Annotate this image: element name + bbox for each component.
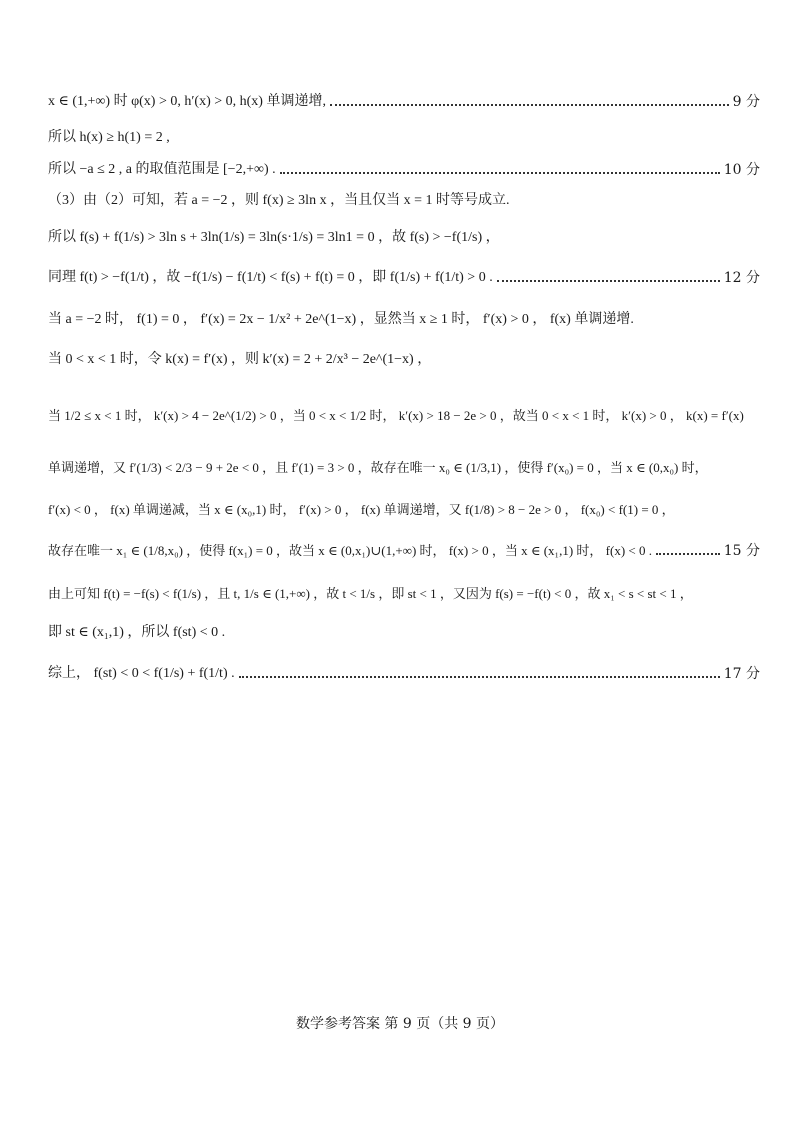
line-text: 当 0 < x < 1 时，令 k(x) = f′(x) ，则 k′(x) = 2 + 2/x³ − 2e^(1−x) ， bbox=[48, 352, 432, 367]
answer-line-5 bbox=[48, 228, 760, 248]
page-footer: 数学参考答案 第 9 页（共 9 页） bbox=[295, 1016, 505, 1032]
line-text: 单调递增，又 f′(1/3) < 2/3 − 9 + 2e < 0 ，且 f′(1) = 3 > 0 ，故存在唯一 x₀ ∈ (1/3,1) ，使得 f′(x₀) = 0 ，当 x ∈ (0,x₀) 时， bbox=[48, 460, 708, 475]
answer-line-12 bbox=[48, 541, 760, 561]
line-text: 当 1/2 ≤ x < 1 时， k′(x) > 4 − 2e^(1/2) > 0 ，当 0 < x < 1/2 时， k′(x) > 18 − 2e > 0 ，故当 0 < x < 1 时， k′(x) > 0 ， k(x) = f′(x) bbox=[48, 408, 744, 423]
line-text: 所以 f(s) + f(1/s) > 3ln s + 3ln(1/s) = 3ln(s·1/s) = 3ln1 = 0 ，故 f(s) > −f(1/s) ， bbox=[48, 230, 500, 245]
answer-line-8 bbox=[48, 350, 760, 370]
score-mark: 9 分 bbox=[732, 94, 760, 110]
score-mark: 15 分 bbox=[723, 543, 760, 559]
line-text: 故存在唯一 x₁ ∈ (1/8,x₀) ，使得 f(x₁) = 0 ，故当 x ∈ (0,x₁)∪(1,+∞) 时， f(x) > 0 ，当 x ∈ (x₁,1) 时， f(x) < 0 . bbox=[48, 543, 652, 558]
answer-line-9 bbox=[48, 406, 760, 426]
line-text: 同理 f(t) > −f(1/t) ，故 −f(1/s) − f(1/t) < f(s) + f(t) = 0 ，即 f(1/s) + f(1/t) > 0 . bbox=[48, 270, 493, 285]
leader-dots bbox=[280, 172, 720, 174]
line-text: 由上可知 f(t) = −f(s) < f(1/s) ，且 t, 1/s ∈ (1,+∞) ，故 t < 1/s ，即 st < 1 ，又因为 f(s) = −f(t) < 0 ，故 x₁ < s < st < 1 ， bbox=[48, 586, 693, 601]
leader-dots bbox=[656, 553, 720, 555]
answer-line-13 bbox=[48, 584, 760, 604]
leader-dots bbox=[497, 280, 720, 282]
line-text: x ∈ (1,+∞) 时 φ(x) > 0, h′(x) > 0, h(x) 单调递增, bbox=[48, 94, 326, 109]
score-mark: 12 分 bbox=[723, 270, 760, 286]
answer-line-6 bbox=[48, 268, 760, 288]
answer-line-3 bbox=[48, 160, 760, 180]
line-text: 所以 h(x) ≥ h(1) = 2 , bbox=[48, 130, 170, 145]
answer-line-4 bbox=[48, 191, 760, 211]
score-mark: 17 分 bbox=[723, 666, 760, 682]
line-text: 即 st ∈ (x₁,1) ，所以 f(st) < 0 . bbox=[48, 625, 226, 640]
answer-line-15 bbox=[48, 664, 760, 684]
leader-dots bbox=[330, 104, 729, 106]
leader-dots bbox=[239, 676, 720, 678]
line-text: f′(x) < 0 ， f(x) 单调递减，当 x ∈ (x₀,1) 时， f′(x) > 0 ， f(x) 单调递增，又 f(1/8) > 8 − 2e > 0 ， f(x₀) < f(1) = 0 ， bbox=[48, 502, 675, 517]
score-mark: 10 分 bbox=[723, 162, 760, 178]
answer-line-2 bbox=[48, 128, 760, 148]
answer-line-1 bbox=[48, 92, 760, 112]
answer-line-7 bbox=[48, 310, 760, 330]
line-text: 所以 −a ≤ 2 , a 的取值范围是 [−2,+∞) . bbox=[48, 162, 276, 177]
line-text: 当 a = −2 时， f(1) = 0 ， f′(x) = 2x − 1/x² + 2e^(1−x) ，显然当 x ≥ 1 时， f′(x) > 0 ， f(x) 单调递增. bbox=[48, 312, 634, 327]
line-text: 综上， f(st) < 0 < f(1/s) + f(1/t) . bbox=[48, 666, 235, 681]
line-text: （3）由（2）可知，若 a = −2 ，则 f(x) ≥ 3ln x ，当且仅当 x = 1 时等号成立. bbox=[48, 193, 510, 208]
answer-line-10 bbox=[48, 458, 760, 478]
answer-line-14 bbox=[48, 623, 760, 643]
answer-line-11 bbox=[48, 500, 760, 520]
